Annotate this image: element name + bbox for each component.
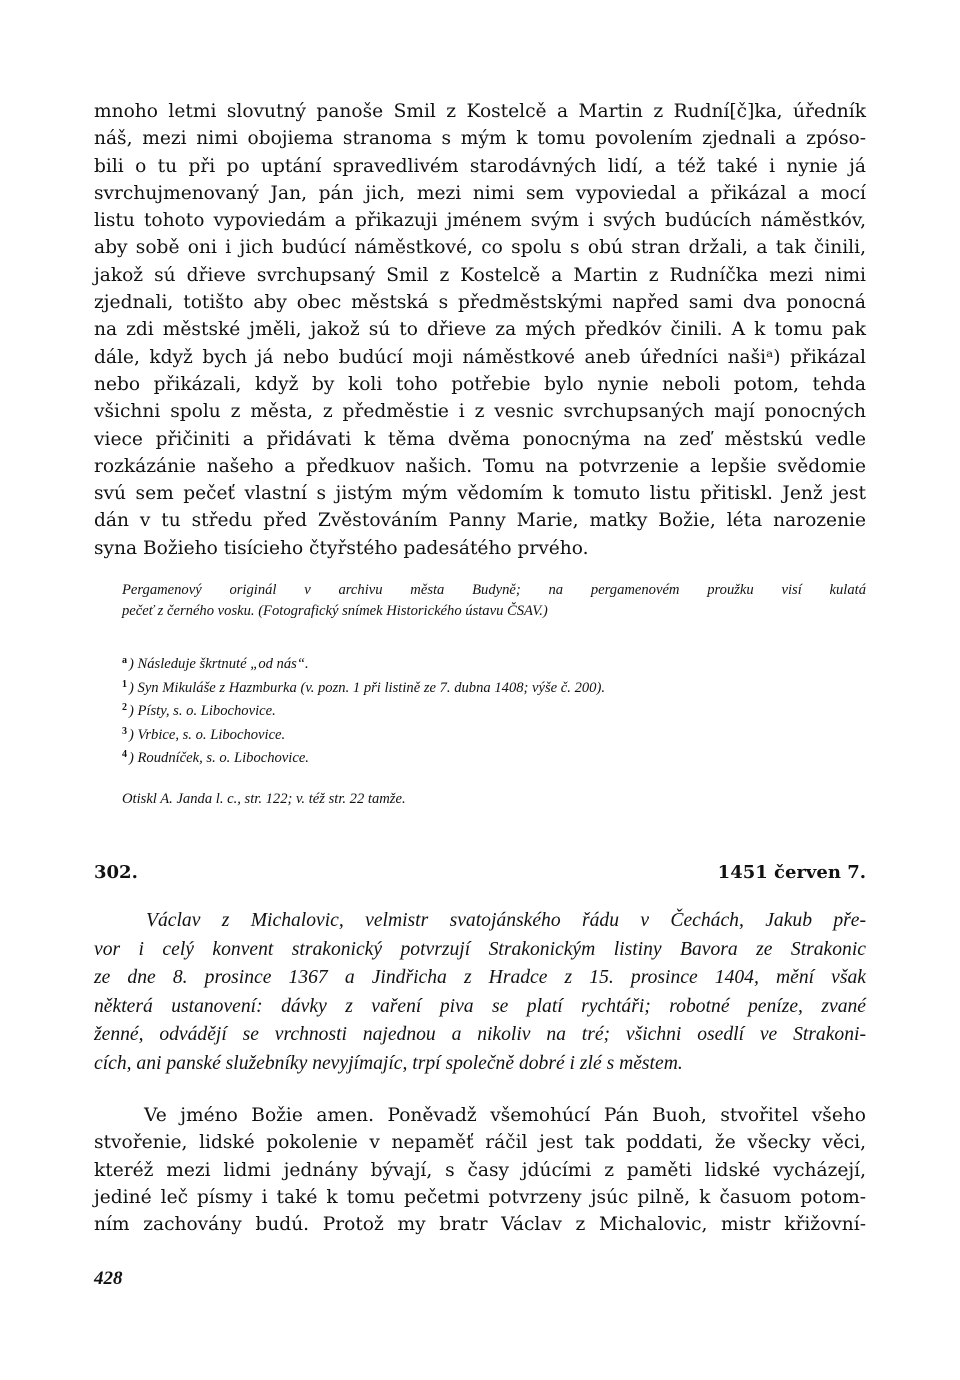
text-line: jediné leč písmy i také k tomu pečetmi potvrzeny jsúc pilně, k časuom potom- bbox=[94, 1186, 866, 1208]
regest-line: cích, ani panské služebníky nevyjímajíc, trpí společně dobré i zlé s městem. bbox=[94, 1052, 683, 1074]
text-line: dále, když bych já nebo budúcí moji náměstkové aneb úředníci našiᵃ) přikázal bbox=[94, 346, 866, 368]
regest-line: ženné, odvádějí se vrchnosti najednou a nikoliv na tré; všichni osedlí ve Strakoni- bbox=[94, 1024, 866, 1046]
source-note-line: Pergamenový originál v archivu města Budyně; na pergamenovém proužku visí kulatá bbox=[122, 582, 866, 598]
text-line: aby sobě oni i jich budúcí náměstkové, co spolu s obú stran držali, a tak činili, bbox=[94, 237, 866, 259]
regest-line: některá ustanovení: dávky z vaření piva se platí rychtáři; robotné peníze, zvané bbox=[94, 995, 866, 1017]
footnote: $^3$ ) Vrbice, s. o. Libochovice. bbox=[122, 725, 286, 743]
text-line: svrchujmenovaný Jan, pán jich, mezi nimi sem vypoviedal a přikázal a mocí bbox=[94, 182, 866, 204]
source-note-line: pečeť z černého vosku. (Fotografický snímek Historického ústavu ČSAV.) bbox=[122, 603, 548, 619]
regest-line: Václav z Michalovic, velmistr svatojánského řádu v Čechách, Jakub pře- bbox=[146, 910, 866, 931]
footnote: $^a$ ) Následuje škrtnuté „od nás“. bbox=[122, 655, 309, 672]
footnote-text: Vrbice, s. o. Libochovice. bbox=[137, 726, 286, 743]
text-line: syna Božieho tisícieho čtyřstého padesátého prvého. bbox=[94, 537, 589, 559]
text-line: rozkázánie našeho a předkuov našich. Tomu na potvrzenie a lepšie svědomie bbox=[94, 455, 866, 477]
text-line: všichni spolu z města, z předměstie i z vesnic svrchupsaných mají ponocných bbox=[94, 401, 866, 423]
text-line: bili o tu při po uptání spravedlivém starodávných lidí, a též také i nynie já bbox=[94, 155, 866, 177]
charter-text-continued bbox=[94, 98, 866, 562]
text-line: kteréž mezi lidmi jednány bývají, s časy jdúcími z paměti lidské vycházejí, bbox=[94, 1159, 866, 1181]
text-line: ním zachovány budú. Protož my bratr Václav z Michalovic, mistr křižovní- bbox=[94, 1214, 866, 1236]
text-line: stvořenie, lidské pokolenie v nepaměť ráčil jest tak poddati, že všecky věci, bbox=[94, 1132, 866, 1154]
text-line: zjednali, totišto aby obec městská s předměstskými napřed sami dva ponocná bbox=[94, 292, 866, 314]
text-line: náš, mezi nimi obojiema stranoma s mým k tomu povolením zjednali a zpóso- bbox=[94, 128, 866, 150]
text-line: Ve jméno Božie amen. Poněvadž všemohúcí Pán Buoh, stvořitel všeho bbox=[144, 1105, 866, 1126]
regest bbox=[94, 907, 866, 1079]
source-note bbox=[122, 580, 866, 622]
footnote-mark: 2 bbox=[122, 702, 127, 713]
text-line: mnoho letmi slovutný panoše Smil z Kostelcě a Martin z Rudní[č]ka, úředník bbox=[94, 101, 866, 122]
footnote-text: Písty, s. o. Libochovice. bbox=[137, 703, 276, 719]
document-date: 1451 červen 7. bbox=[717, 862, 866, 883]
text-line: dán v tu středu před Zvěstováním Panny Marie, matky Božie, léta narozenie bbox=[94, 510, 866, 532]
regest-line: vor i celý konvent strakonický potvrzují Strakonickým listiny Bavora ze Strakonic bbox=[94, 938, 866, 960]
text-line: jakož sú dřieve svrchupsaný Smil z Kostelcě a Martin z Rudníčka mezi nimi bbox=[94, 264, 866, 286]
text-line: svú sem pečeť vlastní s jistým mým vědomím k tomuto listu přitiskl. Jenž jest bbox=[94, 483, 866, 505]
text-line: listu tohoto vypoviedám a přikazuji jménem svým i svých budúcích náměstkóv, bbox=[94, 210, 866, 232]
text-line: nebo přikázali, když by koli toho potřebie bylo nynie neboli potom, tehda bbox=[94, 373, 866, 395]
print-note: Otiskl A. Janda l. c., str. 122; v. též str. 22 tamže. bbox=[122, 791, 406, 807]
footnote: $^1$ ) Syn Mikuláše z Hazmburka (v. pozn. 1 při listině ze 7. dubna 1408; výše č. 200). bbox=[122, 678, 605, 696]
regest-line: ze dne 8. prosince 1367 a Jindřicha z Hradce z 15. prosince 1404, mění však bbox=[94, 967, 866, 989]
footnote-mark: 3 bbox=[122, 725, 127, 737]
document-number: 302. bbox=[94, 862, 138, 883]
footnote-mark: 4 bbox=[122, 749, 127, 760]
footnote-mark: 1 bbox=[122, 678, 127, 690]
footnote-text: Syn Mikuláše z Hazmburka (v. pozn. 1 při listině ze 7. dubna 1408; výše č. 200). bbox=[137, 679, 605, 696]
charter-text-302 bbox=[94, 1102, 866, 1238]
footnotes bbox=[122, 651, 605, 769]
page-number: 428 bbox=[94, 1268, 123, 1289]
footnote: $^4$ ) Roudníček, s. o. Libochovice. bbox=[122, 749, 309, 766]
footnote-text: Roudníček, s. o. Libochovice. bbox=[137, 750, 309, 766]
footnote: $^2$ ) Písty, s. o. Libochovice. bbox=[122, 702, 276, 719]
text-line: viece přičiniti a přidávati k těma dvěma ponocnýma na zeď městskú vedle bbox=[94, 428, 866, 450]
footnote-mark: a bbox=[122, 655, 127, 666]
text-line: na zdi městské jměli, jakož sú to dřieve za mých předkóv činili. A k tomu pak bbox=[94, 319, 866, 341]
footnote-text: Následuje škrtnuté „od nás“. bbox=[137, 656, 309, 672]
